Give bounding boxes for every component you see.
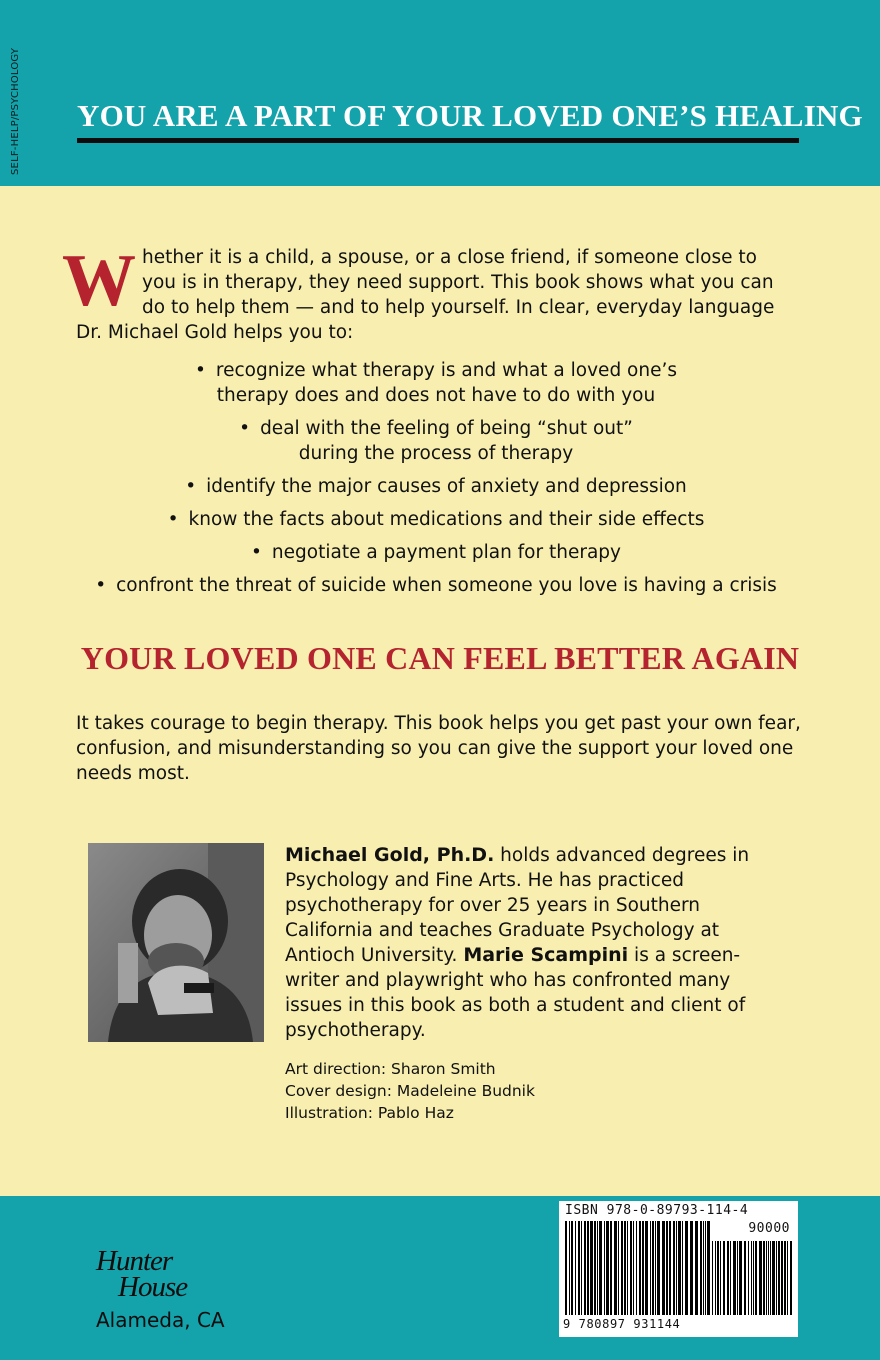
barcode-bar [614,1221,617,1315]
barcode-bar [578,1221,580,1315]
barcode-bar [717,1241,719,1315]
barcode-bar [703,1221,704,1315]
publisher-logo-line2: House [118,1271,188,1303]
barcode-bar [787,1241,788,1315]
barcode-bar [712,1241,713,1315]
top-teal-band [0,0,880,186]
barcode-bar [621,1221,623,1315]
barcode-bar [784,1241,786,1315]
list-item: • identify the major causes of anxiety and depression [185,476,687,497]
bullet-icon: • [167,509,179,530]
barcode-bar [642,1221,644,1315]
barcode-bar [744,1241,746,1315]
barcode-bar [748,1241,749,1315]
barcode-bar [705,1221,706,1315]
barcode-bar [669,1221,671,1315]
barcode-bar [575,1221,576,1315]
benefits-list [76,358,796,606]
barcode-bar [682,1221,683,1315]
headline: YOU ARE A PART OF YOUR LOVED ONE’S HEALING [77,98,863,133]
barcode-bar [639,1221,641,1315]
barcode-bar [571,1221,573,1315]
author-bio [285,843,755,1043]
author-bio-text: holds advanced degrees in Psychology and Fine Arts. He has practiced psychotherapy for over 25 years in Southern California and teaches Graduate Psychology at Antioch University. [285,845,750,966]
barcode-bar [720,1241,721,1315]
barcode-bar [587,1221,589,1315]
bullet-icon: • [185,476,197,497]
bullet-icon: • [251,542,262,563]
barcode-bar [768,1241,769,1315]
barcode-bar [790,1241,792,1315]
barcode-bar [755,1241,757,1315]
drop-cap: W [62,240,136,322]
barcode-bar [772,1241,775,1315]
barcode-bar [569,1221,570,1315]
publisher-city: Alameda, CA [96,1308,225,1332]
barcode-bar [737,1241,738,1315]
bullet-icon: • [194,360,206,381]
subheadline: YOUR LOVED ONE CAN FEEL BETTER AGAIN [80,640,800,676]
barcode-bar [751,1241,752,1315]
barcode-bar [678,1221,681,1315]
barcode-bar [690,1221,693,1315]
list-item: • confront the threat of suicide when someone you love is having a crisis [95,575,777,596]
barcode-bar [733,1241,736,1315]
barcode-bar [627,1221,628,1315]
barcode-bar [770,1241,771,1315]
barcode-bar [624,1221,626,1315]
barcode-bar [636,1221,637,1315]
credit-cover-design: Cover design: Madeleine Budnik [285,1082,535,1100]
barcode-bar [633,1221,634,1315]
barcode-bar [590,1221,593,1315]
list-item: • deal with the feeling of being “shut out” during the process of therapy [239,418,633,464]
barcode-bar [597,1221,598,1315]
barcode-bar [695,1221,698,1315]
barcode-bar [650,1221,651,1315]
barcode-bar [584,1221,586,1315]
publisher-logo-line1: Hunter [96,1245,173,1277]
barcode-bar [676,1221,677,1315]
barcode-bar [707,1221,710,1315]
barcode-bar [604,1221,605,1315]
barcode-bar [606,1221,609,1315]
barcode-bar [700,1221,702,1315]
barcode-bar [739,1241,742,1315]
list-item: • negotiate a payment plan for therapy [251,542,621,563]
bullet-icon: • [239,418,251,439]
barcode-bar [778,1241,780,1315]
list-item: • recognize what therapy is and what a loved one’s therapy does and does not have to do with you [194,360,678,406]
category-label: SELF-HELP/PSYCHOLOGY [10,47,21,175]
author-name-marie-scampini: Marie Scampini [463,944,629,966]
credit-art-direction: Art direction: Sharon Smith [285,1060,496,1078]
barcode-digits: 9 780897 931144 [563,1317,681,1331]
list-item: • know the facts about medications and their side effects [167,509,705,530]
intro-paragraph [62,240,796,345]
barcode-bar [655,1221,656,1315]
barcode-bar [673,1221,675,1315]
barcode-bar [662,1221,665,1315]
barcode-bar [715,1241,716,1315]
publisher-logo [96,1245,266,1332]
barcode-bar [685,1221,688,1315]
barcode-bar [630,1221,632,1315]
barcode-bar [763,1241,765,1315]
coauthor-bio-text: is a screen-writer and playwright who has confronted many issues in this book as both a student and client of psychotherapy. [285,945,746,1041]
intro-text: hether it is a child, a spouse, or a close friend, if someone close to you is in therapy, they need support. This book shows what you can do to help them — and to help yourself. In clear, everyday language Dr. Michael Gold helps you to: [76,247,775,343]
barcode-bar [618,1221,619,1315]
headline-underline [77,138,799,143]
barcode-bar [594,1221,596,1315]
barcode-bar [657,1221,660,1315]
closing-paragraph: It takes courage to begin therapy. This book helps you get past your own fear, confusion, and misunderstanding so you can give the support your loved one needs most. [76,713,801,784]
bullet-icon: • [95,575,107,596]
isbn-barcode [559,1201,798,1337]
barcode-bar [581,1221,582,1315]
barcode-bar [730,1241,731,1315]
barcode-bar [759,1241,762,1315]
barcode-bar [723,1241,725,1315]
design-credits [285,1058,685,1124]
author-name-michael-gold: Michael Gold, Ph.D. [285,844,495,866]
barcode-bar [599,1221,602,1315]
barcode-bar [652,1221,654,1315]
barcode-bar [753,1241,754,1315]
barcode-bar [766,1241,767,1315]
barcode-bar [776,1241,777,1315]
barcode-bar [645,1221,648,1315]
barcode-bar [727,1241,729,1315]
author-photo [88,843,264,1042]
barcode-bar [610,1221,612,1315]
author-photo-image [88,843,264,1042]
price-code: 90000 [748,1221,790,1236]
isbn-number: ISBN 978-0-89793-114-4 [565,1203,749,1218]
barcode-bar [781,1241,783,1315]
barcode-bar [565,1221,567,1315]
credit-illustration: Illustration: Pablo Haz [285,1104,454,1122]
barcode-bar [666,1221,668,1315]
